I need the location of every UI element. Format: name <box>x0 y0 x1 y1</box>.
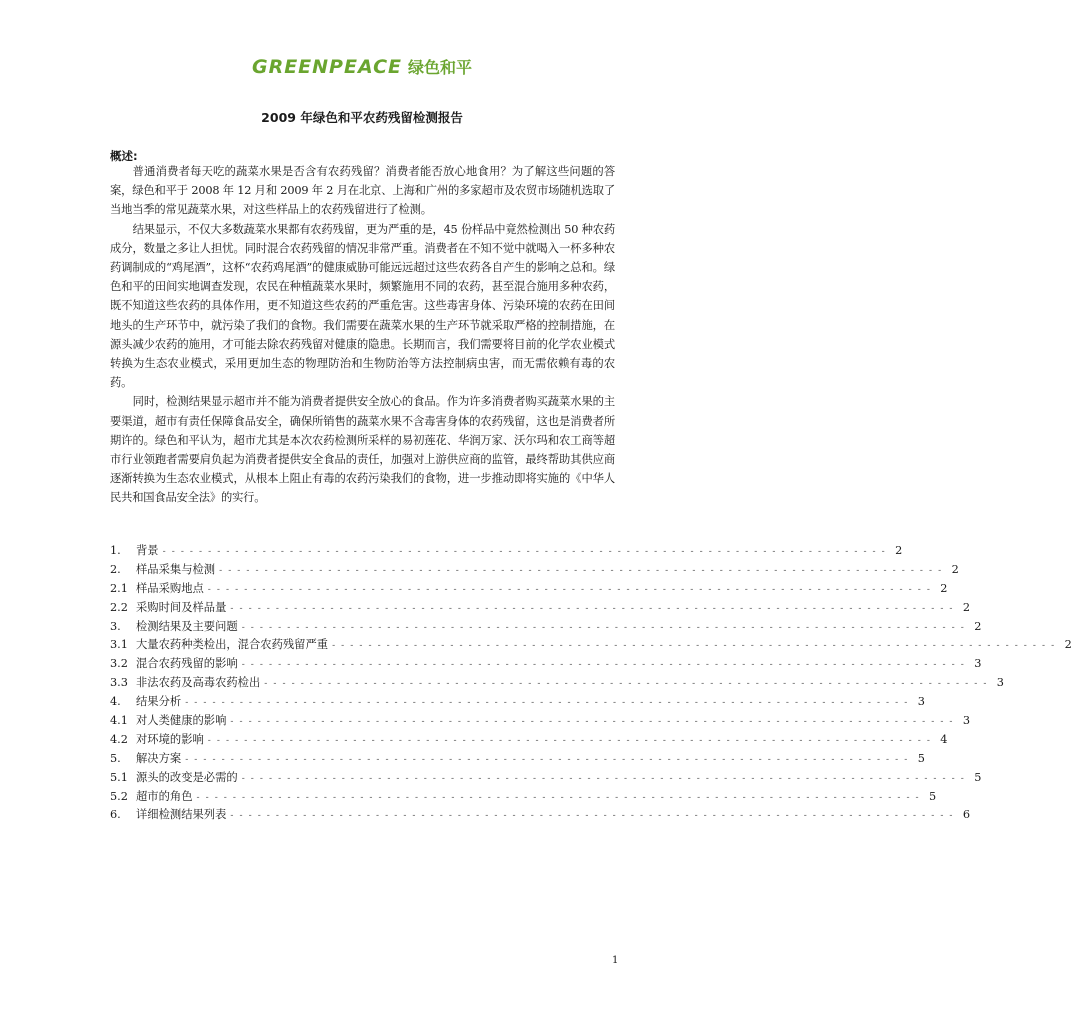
toc-entry-number: 6. <box>110 808 121 822</box>
table-of-contents <box>110 542 1072 825</box>
toc-entry-page: 4 <box>940 732 948 746</box>
toc-entry[interactable] <box>110 693 925 712</box>
toc-leader: - - - - - - - - - - - - - - - - - - - - - - - - - - - - - - - - - - - - - - - - - - - - - - - - - - - - - - - - - - - - - - - - - - - - - - - - - - - - - - - - <box>230 811 955 822</box>
toc-entry-number: 2.2 <box>110 600 128 614</box>
toc-entry-page: 2 <box>962 600 971 614</box>
toc-entry[interactable] <box>110 769 982 788</box>
toc-entry-page: 5 <box>974 770 982 784</box>
toc-entry[interactable] <box>110 599 971 618</box>
toc-entry-label: 混合农药残留的影响 <box>136 657 238 671</box>
toc-entry-number: 3.2 <box>110 657 128 671</box>
toc-entry-label: 对人类健康的影响 <box>136 714 227 728</box>
toc-entry-label: 样品采集与检测 <box>136 562 216 576</box>
toc-leader: - - - - - - - - - - - - - - - - - - - - - - - - - - - - - - - - - - - - - - - - - - - - - - - - - - - - - - - - - - - - - - - - - - - - - - - - - - - - - - - - <box>241 622 966 633</box>
toc-entry-label: 非法农药及高毒农药检出 <box>136 676 261 690</box>
toc-entry-label: 采购时间及样品量 <box>136 600 227 614</box>
greenpeace-logo <box>0 55 724 78</box>
toc-entry-label: 背景 <box>136 544 159 557</box>
toc-entry-label: 源头的改变是必需的 <box>136 770 238 784</box>
toc-entry-page: 2 <box>895 544 903 557</box>
toc-leader: - - - - - - - - - - - - - - - - - - - - - - - - - - - - - - - - - - - - - - - - - - - - - - - - - - - - - - - - - - - - - - - - - - - - - - - - - - - - - - - - <box>185 698 909 709</box>
summary-body <box>110 162 615 508</box>
toc-entry-page: 2 <box>1064 638 1072 652</box>
toc-leader: - - - - - - - - - - - - - - - - - - - - - - - - - - - - - - - - - - - - - - - - - - - - - - - - - - - - - - - - - - - - - - - - - - - - - - - - - - - - - - - - <box>230 717 955 728</box>
toc-entry-number: 3. <box>110 619 121 633</box>
toc-entry-page: 2 <box>940 581 948 595</box>
toc-entry[interactable] <box>110 674 1004 693</box>
toc-entry-number: 5. <box>110 751 121 765</box>
toc-entry-page: 6 <box>962 808 971 822</box>
toc-leader: - - - - - - - - - - - - - - - - - - - - - - - - - - - - - - - - - - - - - - - - - - - - - - - - - - - - - - - - - - - - - - - - - - - - - - - - - - - - - - - - <box>207 584 932 595</box>
toc-entry-label: 大量农药种类检出，混合农药残留严重 <box>136 638 329 652</box>
toc-entry[interactable] <box>110 618 982 637</box>
toc-entry-number: 2. <box>110 562 121 576</box>
summary-paragraph: 普通消费者每天吃的蔬菜水果是否含有农药残留？消费者能否放心地食用？为了解这些问题的答案，绿色和平于 2008 年 12 月和 2009 年 2 月在北京、上海和广州的多家超市及农贸市场随机选取了当地当季的常见蔬菜水果，对这些样品上的农药残留进行了检测。 <box>110 165 615 217</box>
summary-heading: 概述: <box>110 149 138 163</box>
toc-entry-number: 5.1 <box>110 770 128 784</box>
toc-entry-page: 3 <box>996 676 1004 690</box>
toc-entry-page: 3 <box>917 695 925 709</box>
toc-entry[interactable] <box>110 712 971 731</box>
toc-entry-number: 5.2 <box>110 789 128 803</box>
toc-entry[interactable] <box>110 731 948 750</box>
toc-entry-number: 4.2 <box>110 732 128 746</box>
toc-entry-label: 解决方案 <box>136 751 182 765</box>
summary-paragraph: 结果显示，不仅大多数蔬菜水果都有农药残留，更为严重的是，45 份样品中竟然检测出 50 种农药成分，数量之多让人担忧。同时混合农药残留的情况非常严重。消费者在不知不觉中就喝入一杯多种农药调制成的“鸡尾酒”，这杯“农药鸡尾酒”的健康威胁可能远远超过这些农药各自产生的影响之总和。绿色和平的田间实地调查发现，农民在种植蔬菜水果时，频繁施用不同的农药，甚至混合施用多种农药，既不知道这些农药的具体作用，更不知道这些农药的严重危害。这些毒害身体、污染环境的农药在田间地头的生产环节中，就污染了我们的食物。我们需要在蔬菜水果的生产环节就采取严格的控制措施，在源头减少农药的施用，才可能去除农药残留对健康的隐患。长期而言，我们需要将目前的化学农业模式转换为生态农业模式，采用更加生态的物理防治和生物防治等方法控制病虫害，而无需依赖有毒的农药。 <box>110 222 615 390</box>
toc-entry[interactable] <box>110 561 959 580</box>
toc-leader: - - - - - - - - - - - - - - - - - - - - - - - - - - - - - - - - - - - - - - - - - - - - - - - - - - - - - - - - - - - - - - - - - - - - - - - - - - - - - - - - <box>196 792 921 803</box>
toc-entry-number: 4. <box>110 695 121 709</box>
toc-leader: - - - - - - - - - - - - - - - - - - - - - - - - - - - - - - - - - - - - - - - - - - - - - - - - - - - - - - - - - - - - - - - - - - - - - - - - - - - - - - - - <box>207 735 932 746</box>
toc-leader: - - - - - - - - - - - - - - - - - - - - - - - - - - - - - - - - - - - - - - - - - - - - - - - - - - - - - - - - - - - - - - - - - - - - - - - - - - - - - - - - <box>219 565 943 576</box>
toc-entry[interactable] <box>110 542 903 561</box>
page-number: 1 <box>612 955 619 966</box>
toc-entry-label: 对环境的影响 <box>136 732 204 746</box>
toc-entry[interactable] <box>110 655 982 674</box>
toc-entry-number: 3.3 <box>110 676 128 690</box>
toc-entry-label: 详细检测结果列表 <box>136 808 227 822</box>
logo-text-en: GREENPEACE <box>251 56 403 78</box>
toc-entry-label: 样品采购地点 <box>136 581 204 595</box>
toc-entry[interactable] <box>110 788 937 807</box>
toc-leader: - - - - - - - - - - - - - - - - - - - - - - - - - - - - - - - - - - - - - - - - - - - - - - - - - - - - - - - - - - - - - - - - - - - - - - - - - - - - - - - - <box>230 603 955 614</box>
toc-leader: - - - - - - - - - - - - - - - - - - - - - - - - - - - - - - - - - - - - - - - - - - - - - - - - - - - - - - - - - - - - - - - - - - - - - - - - - - - - - - - - <box>162 547 887 557</box>
toc-entry-label: 超市的角色 <box>136 789 193 803</box>
toc-entry-page: 2 <box>974 619 982 633</box>
toc-entry-number: 4.1 <box>110 714 128 728</box>
toc-entry-number: 2.1 <box>110 581 128 595</box>
toc-leader: - - - - - - - - - - - - - - - - - - - - - - - - - - - - - - - - - - - - - - - - - - - - - - - - - - - - - - - - - - - - - - - - - - - - - - - - - - - - - - - - <box>185 754 909 765</box>
toc-entry[interactable] <box>110 636 1072 655</box>
toc-entry[interactable] <box>110 580 948 599</box>
toc-leader: - - - - - - - - - - - - - - - - - - - - - - - - - - - - - - - - - - - - - - - - - - - - - - - - - - - - - - - - - - - - - - - - - - - - - - - - - - - - - - - - <box>241 660 966 671</box>
toc-entry[interactable] <box>110 806 971 825</box>
toc-entry-page: 3 <box>974 657 982 671</box>
toc-entry[interactable] <box>110 750 925 769</box>
logo-text-cn: 绿色和平 <box>408 58 473 77</box>
toc-entry-page: 5 <box>917 751 925 765</box>
toc-entry-page: 5 <box>929 789 937 803</box>
toc-entry-number: 1. <box>110 544 121 557</box>
toc-entry-page: 3 <box>962 714 971 728</box>
toc-entry-label: 结果分析 <box>136 695 182 709</box>
toc-leader: - - - - - - - - - - - - - - - - - - - - - - - - - - - - - - - - - - - - - - - - - - - - - - - - - - - - - - - - - - - - - - - - - - - - - - - - - - - - - - - - <box>241 773 966 784</box>
toc-leader: - - - - - - - - - - - - - - - - - - - - - - - - - - - - - - - - - - - - - - - - - - - - - - - - - - - - - - - - - - - - - - - - - - - - - - - - - - - - - - - - <box>264 679 988 690</box>
report-title: 2009 年绿色和平农药残留检测报告 <box>261 110 463 125</box>
toc-entry-label: 检测结果及主要问题 <box>136 619 238 633</box>
toc-leader: - - - - - - - - - - - - - - - - - - - - - - - - - - - - - - - - - - - - - - - - - - - - - - - - - - - - - - - - - - - - - - - - - - - - - - - - - - - - - - - - <box>332 641 1056 652</box>
summary-paragraph: 同时，检测结果显示超市并不能为消费者提供安全放心的食品。作为许多消费者购买蔬菜水果的主要渠道，超市有责任保障食品安全，确保所销售的蔬菜水果不含毒害身体的农药残留，这也是消费者所期许的。绿色和平认为，超市尤其是本次农药检测所采样的易初莲花、华润万家、沃尔玛和农工商等超市行业领跑者需要肩负起为消费者提供安全食品的责任，加强对上游供应商的监管，最终帮助其供应商逐渐转换为生态农业模式，从根本上阻止有毒的农药污染我们的食物，进一步推动即将实施的《中华人民共和国食品安全法》的实行。 <box>110 395 615 505</box>
toc-entry-number: 3.1 <box>110 638 128 652</box>
toc-entry-page: 2 <box>951 562 959 576</box>
